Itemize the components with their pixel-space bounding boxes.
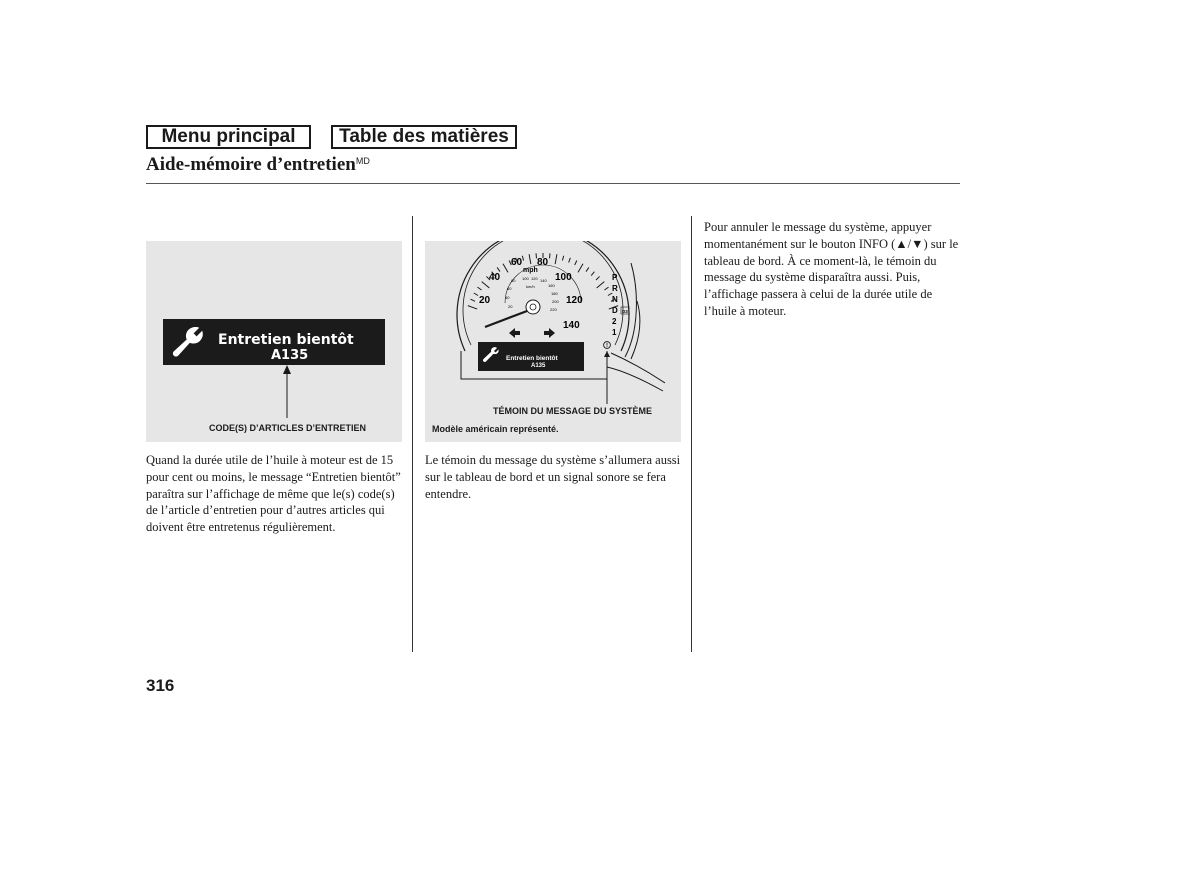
speed-label-120: 120 xyxy=(566,295,583,306)
column-divider-left xyxy=(412,216,413,652)
page-number: 316 xyxy=(146,676,175,695)
speedometer-tick xyxy=(578,264,583,273)
kmh-label-20: 20 xyxy=(508,304,513,309)
header-rule xyxy=(146,183,960,184)
kmh-label-200: 200 xyxy=(552,299,559,304)
speedometer-tick xyxy=(474,293,478,296)
speedometer-tick xyxy=(522,256,523,261)
kmh-label-140: 140 xyxy=(540,278,547,283)
column-2-paragraph: Le témoin du message du système s’allumera aussi sur le tableau de bord et un signal sonore se fera entendre. xyxy=(425,453,681,501)
kmh-label-160: 160 xyxy=(548,283,555,288)
column-3-paragraph: Pour annuler le message du système, appuyer momentanément sur le bouton INFO (▲/▼) sur le tableau de bord. À ce moment-là, le témoin du message du système disparaîtra aussi. Puis, l’affichage passera à celui de la durée utile de l’huile à moteur. xyxy=(704,220,959,318)
maintenance-display-figure xyxy=(146,241,402,442)
kmh-label-80: 80 xyxy=(511,278,516,283)
gear-indicator xyxy=(612,273,629,337)
table-of-contents-button[interactable]: Table des matières xyxy=(331,125,517,149)
speed-label-20: 20 xyxy=(479,295,491,306)
page-title xyxy=(146,154,370,176)
model-caption: Modèle américain représenté. xyxy=(432,424,559,434)
gear-label-1: 1 xyxy=(612,328,617,337)
speedometer-tick xyxy=(468,306,477,309)
column-divider-right xyxy=(691,216,692,652)
display-code: A135 xyxy=(271,348,309,363)
kmh-label-100: 100 xyxy=(522,276,529,281)
speedometer-tick xyxy=(586,267,589,271)
column-3-text xyxy=(704,219,962,320)
callout-pointer xyxy=(146,241,402,442)
gear-label-n: N xyxy=(612,295,618,304)
d3-badge: D3 xyxy=(622,309,628,314)
speed-needle xyxy=(485,311,527,327)
main-menu-button[interactable]: Menu principal xyxy=(146,125,311,149)
speedometer-tick xyxy=(470,299,475,301)
speed-label-140: 140 xyxy=(563,320,580,331)
page-title-text: Aide-mémoire d’entretien xyxy=(146,154,356,175)
instrument-cluster-figure xyxy=(425,241,681,442)
column-2-text xyxy=(425,452,683,502)
speedometer-tick xyxy=(562,256,563,261)
kmh-label-60: 60 xyxy=(507,286,512,291)
kmh-label-220: 220 xyxy=(550,307,557,312)
left-turn-arrow-icon xyxy=(509,328,520,338)
gear-label-p: P xyxy=(612,273,618,282)
right-turn-arrow-icon xyxy=(544,328,555,338)
needle-hub-center xyxy=(530,304,536,310)
speedometer-tick xyxy=(604,287,608,290)
display-message: Entretien bientôt xyxy=(218,332,354,348)
mph-unit-label: mph xyxy=(523,267,538,274)
speedometer-tick xyxy=(529,254,531,264)
speedometer-tick xyxy=(597,282,605,288)
column-1-text xyxy=(146,452,404,536)
speed-label-40: 40 xyxy=(489,272,501,283)
speed-label-80: 80 xyxy=(537,257,549,268)
kmh-unit-label: km/h xyxy=(526,284,535,289)
speedometer-tick xyxy=(497,267,500,271)
indicator-caption: TÉMOIN DU MESSAGE DU SYSTÈME xyxy=(493,406,653,416)
speed-label-100: 100 xyxy=(555,272,572,283)
kmh-label-40: 40 xyxy=(505,295,510,300)
speedometer-tick xyxy=(591,272,594,276)
column-1-paragraph: Quand la durée utile de l’huile à moteur est de 15 pour cent ou moins, le message “Entretien bientôt” paraîtra sur l’affichage de même que le(s) code(s) de l’article d’entretien pour d’autres articles qui doivent être entretenus régulièrement. xyxy=(146,453,401,535)
cluster-display-message: Entretien bientôt xyxy=(506,355,558,362)
speedometer-tick xyxy=(569,258,571,263)
speedometer-tick xyxy=(503,264,508,273)
speed-label-60: 60 xyxy=(511,257,523,268)
speedometer-tick xyxy=(555,254,557,264)
gear-label-r: R xyxy=(612,284,618,293)
kmh-label-120: 120 xyxy=(531,276,538,281)
maintenance-code-caption: CODE(S) D’ARTICLES D’ENTRETIEN xyxy=(209,423,367,433)
trademark-superscript: MD xyxy=(355,156,370,166)
kmh-label-180: 180 xyxy=(551,291,558,296)
cluster-display-code: A135 xyxy=(531,363,546,369)
speedometer-tick xyxy=(596,276,600,280)
gear-label-2: 2 xyxy=(612,317,617,326)
speedometer-tick xyxy=(477,287,481,290)
gear-label-d: D xyxy=(612,306,618,315)
speedometer-tick xyxy=(575,260,577,265)
